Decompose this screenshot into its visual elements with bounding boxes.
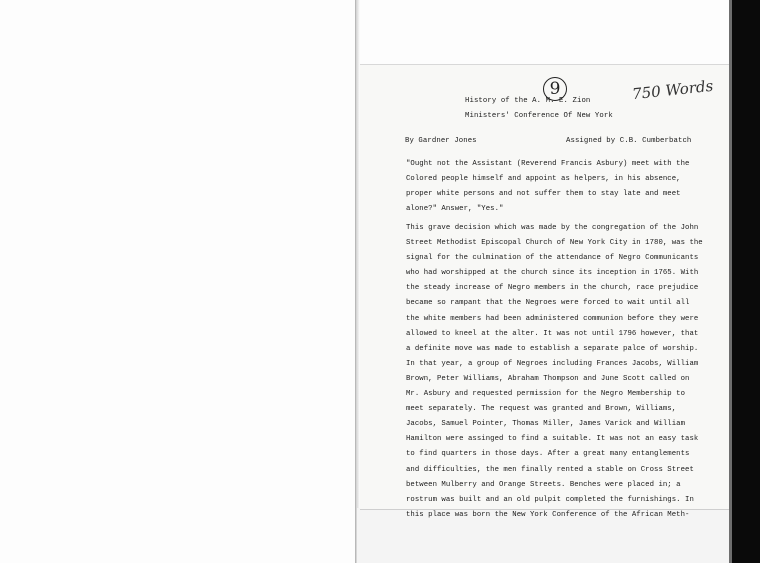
handwritten-word-count: 750 Words <box>631 76 715 104</box>
body-line: the steady increase of Negro members in the church, race prejudice <box>406 284 699 293</box>
film-edge <box>732 0 760 563</box>
quote-paragraph <box>406 157 689 217</box>
byline: By Gardner Jones <box>405 137 477 145</box>
body-line: Jacobs, Samuel Pointer, Thomas Miller, James Varick and William <box>406 420 686 429</box>
body-line: and difficulties, the men finally rented a stable on Cross Street <box>406 465 694 474</box>
body-line: a definite move was made to establish a separate palce of worship. <box>406 344 699 353</box>
body-line: to find quarters in those days. After a great many entanglements <box>406 450 690 459</box>
body-line: In that year, a group of Negroes including Frances Jacobs, William <box>406 359 699 368</box>
body-line: This grave decision which was made by the congregation of the John <box>406 224 699 232</box>
body-line: between Mulberry and Orange Streets. Benches were placed in; a <box>406 480 681 489</box>
body-line: became so rampant that the Negroes were forced to wait until all <box>406 299 690 308</box>
body-line: Mr. Asbury and requested permission for the Negro Membership to <box>406 390 686 399</box>
body-line: who had worshipped at the church since its inception in 1765. With <box>406 269 699 278</box>
document-subtitle: Ministers' Conference Of New York <box>465 112 613 120</box>
assigned-by: Assigned by C.B. Cumberbatch <box>566 137 692 145</box>
quote-line: alone?" Answer, "Yes." <box>406 205 504 214</box>
page-number-circled: 9 <box>543 77 567 101</box>
body-line: allowed to kneel at the alter. It was not until 1796 however, that <box>406 329 699 338</box>
quote-line: "Ought not the Assistant (Reverend Francis Asbury) meet with the <box>406 160 690 168</box>
body-line: Street Methodist Episcopal Church of New York City in 1780, was the <box>406 239 703 248</box>
quote-line: proper white persons and not suffer them to stay late and meet <box>406 190 681 199</box>
quote-line: Colored people himself and appoint as helpers, in his absence, <box>406 175 681 184</box>
body-paragraph <box>406 221 703 523</box>
body-line: this place was born the New York Conference of the African Meth- <box>406 510 690 519</box>
body-line: signal for the culmination of the attendance of Negro Communicants <box>406 254 699 263</box>
document-title: History of the A. M. E. Zion <box>465 97 591 105</box>
body-line: the white members had been administered communion before they were <box>406 314 699 323</box>
body-line: rostrum was built and an old pulpit completed the furnishings. In <box>406 495 694 504</box>
body-line: Brown, Peter Williams, Abraham Thompson and June Scott called on <box>406 374 690 383</box>
body-line: meet separately. The request was granted and Brown, Williams, <box>406 405 677 414</box>
body-line: Hamilton were assinged to find a suitable. It was not an easy task <box>406 435 699 444</box>
